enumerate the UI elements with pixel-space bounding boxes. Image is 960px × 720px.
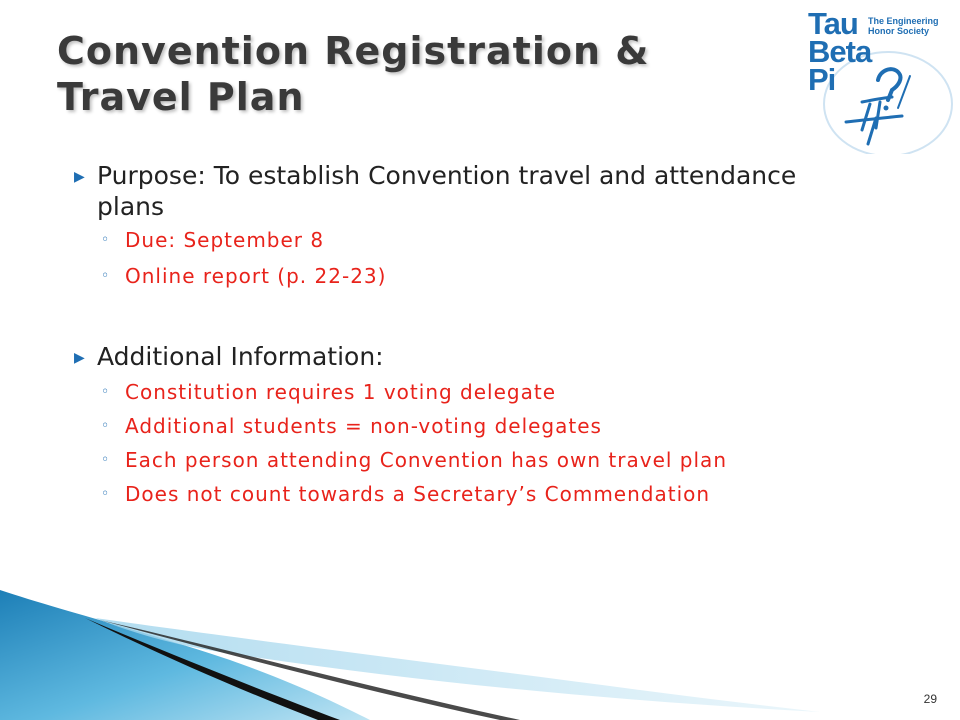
circle-bullet-icon: ◦	[101, 268, 111, 284]
tau-beta-pi-logo	[806, 4, 956, 154]
subitem-text: Additional students = non-voting delegates	[125, 414, 602, 438]
logo-word-beta: Beta	[808, 34, 872, 69]
logo-word-tau: Tau	[808, 6, 858, 41]
subitem-non-voting-delegates	[72, 414, 802, 439]
subitem-text: Online report (p. 22-23)	[125, 264, 387, 288]
bullet-text: Purpose: To establish Convention travel and attendance plans	[97, 161, 797, 221]
subitem-online-report	[72, 264, 802, 289]
circle-bullet-icon: ◦	[101, 232, 111, 248]
subitem-text: Due: September 8	[125, 228, 325, 252]
slide-content	[72, 160, 802, 507]
title-line-2: Travel Plan	[57, 75, 305, 119]
circle-bullet-icon: ◦	[101, 486, 111, 502]
page-number: 29	[923, 692, 937, 706]
subitem-due	[72, 228, 802, 253]
logo-word-pi: Pi	[808, 62, 836, 97]
subitem-commendation	[72, 482, 725, 507]
subitem-text: Each person attending Convention has own travel plan	[125, 448, 727, 472]
circle-bullet-icon: ◦	[101, 384, 111, 400]
circle-bullet-icon: ◦	[101, 418, 111, 434]
bullet-text: Additional Information:	[97, 342, 384, 371]
triangle-bullet-icon: ▶	[74, 169, 85, 185]
triangle-bullet-icon: ▶	[74, 350, 85, 366]
circle-bullet-icon: ◦	[101, 452, 111, 468]
logo-subtitle-1: The Engineering	[868, 16, 939, 26]
title-line-1: Convention Registration &	[57, 29, 650, 73]
bullet-additional-information	[72, 341, 802, 372]
subitem-voting-delegate	[72, 380, 802, 405]
subitem-travel-plan	[72, 448, 765, 473]
logo-subtitle-2: Honor Society	[868, 26, 930, 36]
subitem-text: Constitution requires 1 voting delegate	[125, 380, 557, 404]
slide-title	[57, 28, 777, 120]
bullet-purpose	[72, 160, 802, 222]
subitem-text: Does not count towards a Secretary’s Commendation	[125, 482, 711, 506]
